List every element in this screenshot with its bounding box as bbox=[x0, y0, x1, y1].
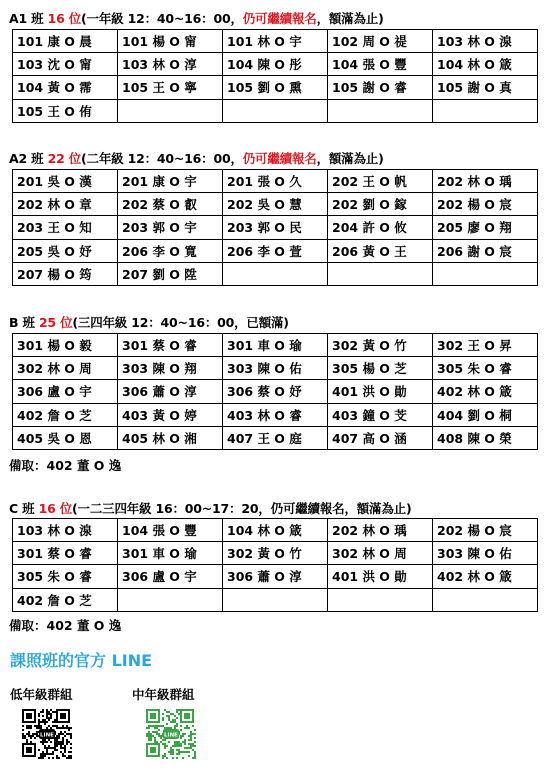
table-row bbox=[13, 357, 538, 380]
section-count: 25 位 bbox=[38, 315, 73, 330]
student-cell: 306 蕭 O 淳 bbox=[223, 565, 328, 588]
student-cell: 305 楊 O 芝 bbox=[328, 357, 433, 380]
section-schedule: (一年級 12：40~16：00， bbox=[81, 11, 243, 26]
group-label-middle: 中年級群組 bbox=[132, 687, 195, 702]
student-cell: 305 朱 O 睿 bbox=[433, 357, 538, 380]
student-cell: 206 李 O 萱 bbox=[223, 239, 328, 262]
student-cell: 202 劉 O 鎵 bbox=[328, 193, 433, 216]
section-schedule: (三四年級 12：40~16：00，已額滿) bbox=[72, 315, 289, 330]
student-cell: 302 林 O 周 bbox=[328, 542, 433, 565]
table-row bbox=[13, 262, 538, 285]
table-row bbox=[13, 76, 538, 99]
backup-note-c: 備取：402 董 O 逸 bbox=[9, 618, 122, 633]
qr-code-lower-icon[interactable] bbox=[22, 709, 72, 759]
student-cell: 202 楊 O 宸 bbox=[433, 193, 538, 216]
qr-code-middle-icon[interactable] bbox=[146, 709, 196, 759]
section-status: 仍可繼續報名 bbox=[242, 11, 317, 26]
student-cell: 303 陳 O 佑 bbox=[433, 542, 538, 565]
backup-note-b: 備取：402 董 O 逸 bbox=[9, 458, 122, 473]
group-label-lower: 低年級群組 bbox=[10, 687, 73, 702]
student-cell: 103 林 O 湶 bbox=[433, 30, 538, 53]
roster-table-c bbox=[12, 518, 538, 612]
student-cell: 203 郭 O 民 bbox=[223, 216, 328, 239]
student-cell: 302 王 O 昇 bbox=[433, 334, 538, 357]
empty-cell bbox=[118, 99, 223, 122]
section-note: ，額滿為止) bbox=[316, 151, 384, 166]
official-line-heading: 課照班的官方 LINE bbox=[10, 651, 153, 670]
section-label: C 班 bbox=[9, 501, 39, 516]
student-cell: 303 陳 O 翔 bbox=[118, 357, 223, 380]
student-cell: 105 劉 O 熏 bbox=[223, 76, 328, 99]
student-cell: 407 王 O 庭 bbox=[223, 426, 328, 449]
section-count: 16 位 bbox=[38, 501, 73, 516]
student-cell: 103 林 O 湶 bbox=[13, 519, 118, 542]
student-cell: 201 張 O 久 bbox=[223, 170, 328, 193]
student-cell: 301 蔡 O 睿 bbox=[118, 334, 223, 357]
empty-cell bbox=[223, 262, 328, 285]
student-cell: 103 林 O 淳 bbox=[118, 53, 223, 76]
section-schedule: (一二三四年級 16：00~17：20，仍可繼續報名，額滿為止) bbox=[72, 501, 412, 516]
student-cell: 302 黃 O 竹 bbox=[328, 334, 433, 357]
student-cell: 207 劉 O 陞 bbox=[118, 262, 223, 285]
student-cell: 101 楊 O 甯 bbox=[118, 30, 223, 53]
empty-cell bbox=[223, 588, 328, 611]
student-cell: 103 沈 O 甯 bbox=[13, 53, 118, 76]
section-status: 仍可繼續報名 bbox=[242, 151, 317, 166]
student-cell: 104 張 O 豐 bbox=[328, 53, 433, 76]
table-row bbox=[13, 53, 538, 76]
table-row bbox=[13, 588, 538, 611]
student-cell: 105 王 O 侑 bbox=[13, 99, 118, 122]
qr-line-badge: LINE bbox=[40, 732, 54, 739]
table-row bbox=[13, 170, 538, 193]
student-cell: 104 林 O 箴 bbox=[223, 519, 328, 542]
empty-cell bbox=[433, 588, 538, 611]
student-cell: 105 謝 O 真 bbox=[433, 76, 538, 99]
student-cell: 205 廖 O 翔 bbox=[433, 216, 538, 239]
student-cell: 402 詹 O 芝 bbox=[13, 403, 118, 426]
student-cell: 206 李 O 寬 bbox=[118, 239, 223, 262]
student-cell: 204 許 O 攸 bbox=[328, 216, 433, 239]
student-cell: 303 陳 O 佑 bbox=[223, 357, 328, 380]
student-cell: 401 洪 O 勛 bbox=[328, 380, 433, 403]
student-cell: 302 黃 O 竹 bbox=[223, 542, 328, 565]
table-row bbox=[13, 30, 538, 53]
student-cell: 207 楊 O 筠 bbox=[13, 262, 118, 285]
empty-cell bbox=[433, 262, 538, 285]
student-cell: 202 楊 O 宸 bbox=[433, 519, 538, 542]
table-row bbox=[13, 403, 538, 426]
table-row bbox=[13, 334, 538, 357]
student-cell: 405 吳 O 恩 bbox=[13, 426, 118, 449]
empty-cell bbox=[328, 99, 433, 122]
student-cell: 301 楊 O 毅 bbox=[13, 334, 118, 357]
student-cell: 104 林 O 箴 bbox=[433, 53, 538, 76]
roster-table-a2 bbox=[12, 169, 538, 286]
student-cell: 203 郭 O 宇 bbox=[118, 216, 223, 239]
table-row bbox=[13, 565, 538, 588]
student-cell: 403 鐘 O 芠 bbox=[328, 403, 433, 426]
student-cell: 404 劉 O 桐 bbox=[433, 403, 538, 426]
student-cell: 306 盧 O 宇 bbox=[118, 565, 223, 588]
section-title-a1 bbox=[9, 9, 384, 27]
student-cell: 301 蔡 O 睿 bbox=[13, 542, 118, 565]
section-label: A1 班 bbox=[9, 11, 48, 26]
student-cell: 202 吳 O 慧 bbox=[223, 193, 328, 216]
student-cell: 402 詹 O 芝 bbox=[13, 588, 118, 611]
student-cell: 102 周 O 禔 bbox=[328, 30, 433, 53]
section-label: B 班 bbox=[9, 315, 39, 330]
table-row bbox=[13, 519, 538, 542]
student-cell: 302 林 O 周 bbox=[13, 357, 118, 380]
student-cell: 104 黃 O 霈 bbox=[13, 76, 118, 99]
section-title-a2 bbox=[9, 149, 384, 167]
section-schedule: (二年級 12：40~16：00， bbox=[81, 151, 243, 166]
student-cell: 402 林 O 箴 bbox=[433, 380, 538, 403]
student-cell: 206 黃 O 王 bbox=[328, 239, 433, 262]
table-row bbox=[13, 380, 538, 403]
student-cell: 101 林 O 宇 bbox=[223, 30, 328, 53]
empty-cell bbox=[223, 99, 328, 122]
student-cell: 202 林 O 章 bbox=[13, 193, 118, 216]
section-count: 22 位 bbox=[47, 151, 82, 166]
section-count: 16 位 bbox=[47, 11, 82, 26]
student-cell: 301 車 O 瑜 bbox=[223, 334, 328, 357]
student-cell: 101 康 O 晨 bbox=[13, 30, 118, 53]
section-label: A2 班 bbox=[9, 151, 48, 166]
student-cell: 402 林 O 箴 bbox=[433, 565, 538, 588]
student-cell: 403 黃 O 婷 bbox=[118, 403, 223, 426]
student-cell: 407 高 O 涵 bbox=[328, 426, 433, 449]
student-cell: 202 林 O 瑀 bbox=[433, 170, 538, 193]
student-cell: 202 王 O 帆 bbox=[328, 170, 433, 193]
empty-cell bbox=[328, 262, 433, 285]
empty-cell bbox=[328, 588, 433, 611]
table-row bbox=[13, 193, 538, 216]
student-cell: 408 陳 O 榮 bbox=[433, 426, 538, 449]
student-cell: 201 康 O 宇 bbox=[118, 170, 223, 193]
student-cell: 104 陳 O 彤 bbox=[223, 53, 328, 76]
section-title-b bbox=[9, 313, 289, 331]
section-note: ，額滿為止) bbox=[316, 11, 384, 26]
student-cell: 306 盧 O 宇 bbox=[13, 380, 118, 403]
student-cell: 105 王 O 寧 bbox=[118, 76, 223, 99]
student-cell: 206 謝 O 宸 bbox=[433, 239, 538, 262]
table-row bbox=[13, 99, 538, 122]
table-row bbox=[13, 216, 538, 239]
empty-cell bbox=[118, 588, 223, 611]
student-cell: 202 林 O 瑀 bbox=[328, 519, 433, 542]
student-cell: 202 蔡 O 叡 bbox=[118, 193, 223, 216]
student-cell: 301 車 O 瑜 bbox=[118, 542, 223, 565]
student-cell: 401 洪 O 勛 bbox=[328, 565, 433, 588]
student-cell: 305 朱 O 睿 bbox=[13, 565, 118, 588]
student-cell: 306 蔡 O 妤 bbox=[223, 380, 328, 403]
roster-table-a1 bbox=[12, 29, 538, 123]
student-cell: 306 蕭 O 淳 bbox=[118, 380, 223, 403]
student-cell: 405 林 O 湘 bbox=[118, 426, 223, 449]
student-cell: 105 謝 O 睿 bbox=[328, 76, 433, 99]
table-row bbox=[13, 239, 538, 262]
empty-cell bbox=[433, 99, 538, 122]
roster-table-b bbox=[12, 333, 538, 450]
qr-line-badge: LINE bbox=[164, 732, 178, 739]
student-cell: 205 吳 O 妤 bbox=[13, 239, 118, 262]
section-title-c bbox=[9, 499, 411, 517]
table-row bbox=[13, 426, 538, 449]
student-cell: 203 王 O 知 bbox=[13, 216, 118, 239]
table-row bbox=[13, 542, 538, 565]
student-cell: 201 吳 O 漢 bbox=[13, 170, 118, 193]
student-cell: 104 張 O 豐 bbox=[118, 519, 223, 542]
student-cell: 403 林 O 睿 bbox=[223, 403, 328, 426]
